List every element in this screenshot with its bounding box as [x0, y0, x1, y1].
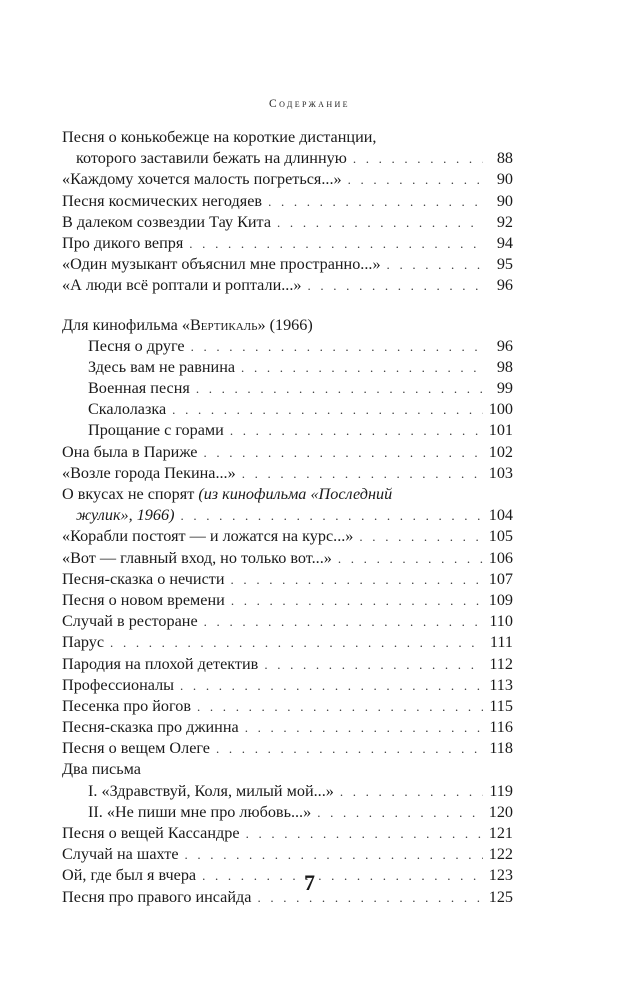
toc-entry — [62, 717, 513, 738]
toc-leader-dots — [110, 632, 483, 653]
toc-entry — [62, 590, 513, 611]
toc-entry — [62, 569, 513, 590]
toc-entry-page: 125 — [488, 887, 513, 906]
toc-leader-dots — [231, 590, 483, 611]
toc-leader-dots — [387, 254, 483, 275]
toc-leader-dots — [196, 378, 483, 399]
toc-leader-dots — [268, 191, 483, 212]
toc-entry-page: 90 — [496, 170, 513, 189]
toc-entry-page: 100 — [488, 400, 513, 419]
toc-leader-dots — [242, 463, 483, 484]
toc-entry-title: Скалолазка — [88, 400, 167, 419]
toc-entry — [62, 548, 513, 569]
toc-entry-title: Случай в ресторане — [62, 612, 198, 631]
toc-entry — [62, 696, 513, 717]
toc-entry-page: 98 — [496, 357, 513, 376]
toc-entry — [62, 738, 513, 759]
toc-entry-page: 115 — [489, 696, 513, 715]
toc-leader-dots — [246, 823, 483, 844]
toc-entry-title: Она была в Париже — [62, 442, 198, 461]
toc-entry-title: Песня о новом времени — [62, 590, 225, 609]
toc-entry-title: «Каждому хочется малость погреться...» — [62, 170, 342, 189]
toc-leader-dots — [180, 505, 483, 526]
toc-entry-page: 107 — [488, 569, 513, 588]
section-title-prefix: Для кинофильма « — [62, 315, 190, 334]
toc-entry-page: 90 — [496, 191, 513, 210]
toc-entry-title: Ой, где был я вчера — [62, 866, 197, 885]
toc-entry-title: Два письма — [62, 760, 141, 779]
toc-leader-dots — [307, 275, 483, 296]
toc-leader-dots — [216, 738, 483, 759]
toc-entry-page: 92 — [496, 212, 513, 231]
toc-entry-page: 105 — [488, 527, 513, 546]
toc-entry-title — [76, 505, 174, 526]
toc-entry-page: 94 — [496, 233, 513, 252]
toc-entry-title: которого заставили бежать на длинную — [76, 149, 347, 168]
toc-leader-dots — [353, 148, 483, 169]
toc-leader-dots — [241, 357, 483, 378]
toc-entry-title: «А люди всё роптали и роптали...» — [62, 276, 302, 295]
toc-entry — [62, 484, 513, 505]
toc-entry-page: 113 — [489, 675, 513, 694]
toc-leader-dots — [185, 844, 484, 865]
toc-entry-title: В далеком созвездии Тау Кита — [62, 212, 272, 231]
toc-entry-page: 123 — [488, 866, 513, 885]
toc-entry-page: 122 — [488, 845, 513, 864]
toc-entry — [62, 212, 513, 233]
toc-entry-title: Прощание с горами — [88, 421, 224, 440]
toc-entry-title: Песня о друге — [88, 336, 185, 355]
toc-entry-page: 88 — [496, 149, 513, 168]
toc-entry — [62, 233, 513, 254]
toc-leader-dots — [191, 336, 483, 357]
toc-leader-dots — [359, 526, 483, 547]
toc-entry-title: Песня-сказка о нечисти — [62, 569, 225, 588]
toc-leader-dots — [338, 548, 483, 569]
toc-entry — [62, 399, 513, 420]
toc-entry — [62, 632, 513, 653]
toc-entry — [62, 675, 513, 696]
section-title-suffix: » (1966) — [257, 315, 313, 334]
section-title-film-name: Вертикаль — [189, 315, 258, 334]
toc-leader-dots — [317, 802, 483, 823]
toc-entry-title: Песня о вещей Кассандре — [62, 824, 240, 842]
toc-entry — [62, 759, 513, 780]
toc-leader-dots — [204, 611, 483, 632]
toc-entry-page: 110 — [489, 612, 513, 631]
toc-entry-page: 112 — [489, 654, 513, 673]
toc-entry-title: «Возле города Пекина...» — [62, 463, 236, 482]
toc-leader-dots — [348, 169, 483, 190]
toc-entry — [62, 169, 513, 190]
toc-entry-title: Пародия на плохой детектив — [62, 654, 259, 673]
toc-entry-title: Песенка про йогов — [62, 696, 191, 715]
toc-entry — [62, 463, 513, 484]
toc-entry — [62, 357, 513, 378]
toc-entry-title: Профессионалы — [62, 675, 175, 694]
toc-entry-page: 102 — [488, 442, 513, 461]
toc-entry-title-main: О вкусах не спорят — [62, 485, 195, 503]
toc-entry — [62, 420, 513, 441]
toc-entry-title: Про дикого вепря — [62, 233, 184, 252]
toc-leader-dots — [277, 212, 483, 233]
toc-entry-title — [62, 484, 392, 505]
toc-entry-title: «Вот — главный вход, но только вот...» — [62, 548, 332, 567]
toc-entry-page: 121 — [488, 824, 513, 842]
toc-entry — [62, 823, 513, 844]
toc-entry-page: 99 — [496, 379, 513, 398]
toc-entry-page: 111 — [489, 633, 513, 652]
toc-leader-dots — [197, 696, 483, 717]
toc-entry — [62, 611, 513, 632]
page-number: 7 — [304, 870, 315, 895]
toc-entry-title: Парус — [62, 633, 105, 652]
toc-entry-title: Песня о конькобежце на короткие дистанции, — [62, 128, 377, 146]
toc-entry-title: Здесь вам не равнина — [88, 357, 236, 376]
toc-entry — [62, 802, 513, 823]
toc-entry-page: 109 — [488, 590, 513, 609]
toc-leader-dots — [245, 717, 483, 738]
toc-entry-page: 95 — [496, 255, 513, 274]
toc-entry-page: 120 — [488, 802, 513, 821]
toc-entry-title: Случай на шахте — [62, 845, 179, 864]
toc-entry — [62, 275, 513, 296]
toc-entry-title: Песня про правого инсайда — [62, 887, 252, 906]
toc-leader-dots — [230, 420, 483, 441]
toc-entry-title: Песня космических негодяев — [62, 191, 263, 210]
toc-entry — [62, 254, 513, 275]
toc-leader-dots — [264, 654, 483, 675]
toc-entry-page: 118 — [489, 739, 513, 758]
toc-leader-dots — [340, 781, 483, 802]
toc-entry — [62, 148, 513, 169]
toc-entry-title: Песня о вещем Олеге — [62, 739, 210, 758]
toc-entry-page: 96 — [496, 336, 513, 355]
toc-entry-title: II. «Не пиши мне про любовь...» — [88, 802, 312, 821]
toc-entry-page: 106 — [488, 548, 513, 567]
toc-leader-dots — [172, 399, 483, 420]
toc-entry — [62, 781, 513, 802]
toc-entry-title: «Один музыкант объяснил мне пространно...» — [62, 255, 381, 274]
toc-entry — [62, 505, 513, 526]
toc-leader-dots — [231, 569, 483, 590]
running-header: Содержание — [269, 98, 350, 110]
toc-entry-title: I. «Здравствуй, Коля, милый мой...» — [88, 781, 334, 800]
toc-entry — [62, 378, 513, 399]
toc-entry — [62, 654, 513, 675]
toc-entry-title: Военная песня — [88, 379, 190, 398]
toc-entry-page: 101 — [488, 421, 513, 440]
toc-leader-dots — [180, 675, 483, 696]
toc-entry-page: 103 — [488, 463, 513, 482]
toc-entry — [62, 127, 513, 148]
toc-leader-dots — [189, 233, 483, 254]
toc-entry — [62, 336, 513, 357]
toc-entry — [62, 442, 513, 463]
toc-entry-title: Песня-сказка про джинна — [62, 718, 239, 737]
toc-leader-dots — [203, 442, 483, 463]
toc-entry-page: 119 — [489, 781, 513, 800]
toc-entry — [62, 191, 513, 212]
toc-section-title — [62, 315, 313, 336]
table-of-contents — [62, 127, 513, 908]
toc-section-heading — [62, 315, 513, 336]
toc-entry — [62, 526, 513, 547]
toc-entry — [62, 844, 513, 865]
toc-entry-page: 96 — [496, 276, 513, 295]
toc-entry-title-note: жулик», 1966) — [76, 506, 175, 525]
toc-entry-page: 116 — [489, 718, 513, 737]
toc-entry-title-note: (из кинофильма «Последний — [198, 485, 393, 503]
toc-entry-page: 104 — [488, 506, 513, 525]
toc-entry-title: «Корабли постоят — и ложатся на курс...» — [62, 527, 354, 546]
